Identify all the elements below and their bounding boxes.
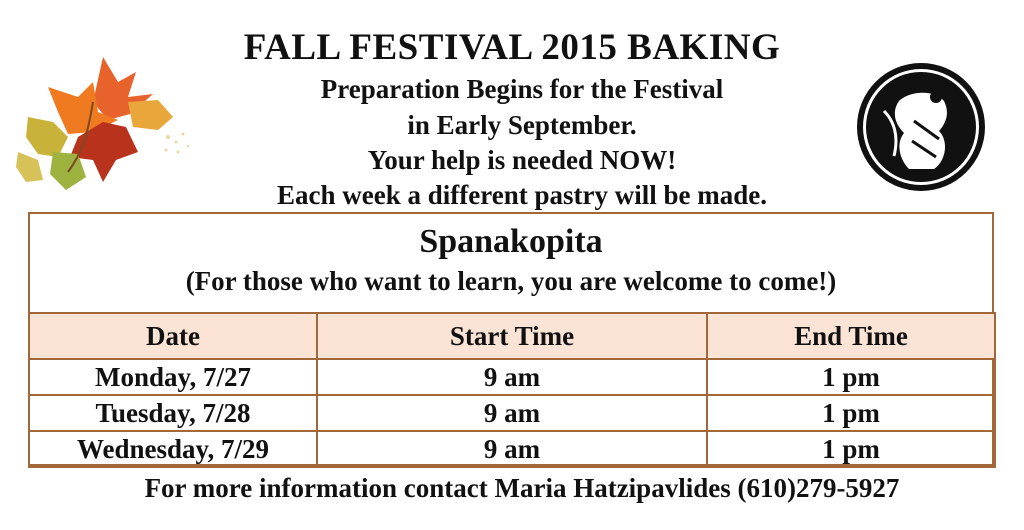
autumn-leaves-icon — [8, 42, 198, 192]
cell-start-time: 9 am — [317, 431, 707, 467]
header-date: Date — [29, 313, 317, 359]
header-start-time: Start Time — [317, 313, 707, 359]
table-row — [29, 395, 995, 431]
cell-date: Monday, 7/27 — [29, 359, 317, 395]
cell-end-time: 1 pm — [707, 395, 995, 431]
schedule-table — [28, 312, 996, 468]
cell-end-time: 1 pm — [707, 431, 995, 467]
cell-start-time: 9 am — [317, 395, 707, 431]
pastry-schedule-box — [28, 212, 994, 466]
table-row — [29, 359, 995, 395]
contact-info: For more information contact Maria Hatzipavlides (610)279-5927 — [144, 473, 900, 503]
intro-line-2: in Early September. — [407, 110, 637, 140]
table-row — [29, 431, 995, 467]
cell-date: Wednesday, 7/29 — [29, 431, 317, 467]
pastry-note: (For those who want to learn, you are welcome to come!) — [185, 266, 837, 296]
cell-start-time: 9 am — [317, 359, 707, 395]
intro-line-1: Preparation Begins for the Festival — [320, 74, 724, 104]
pastry-name: Spanakopita — [419, 223, 603, 260]
header-end-time: End Time — [707, 313, 995, 359]
cell-date: Tuesday, 7/28 — [29, 395, 317, 431]
cell-end-time: 1 pm — [707, 359, 995, 395]
intro-line-4: Each week a different pastry will be made. — [277, 180, 767, 210]
page-title: FALL FESTIVAL 2015 BAKING — [243, 27, 781, 68]
greek-seal-icon — [854, 61, 988, 193]
intro-line-3: Your help is needed NOW! — [367, 145, 677, 175]
table-header-row — [29, 313, 995, 359]
